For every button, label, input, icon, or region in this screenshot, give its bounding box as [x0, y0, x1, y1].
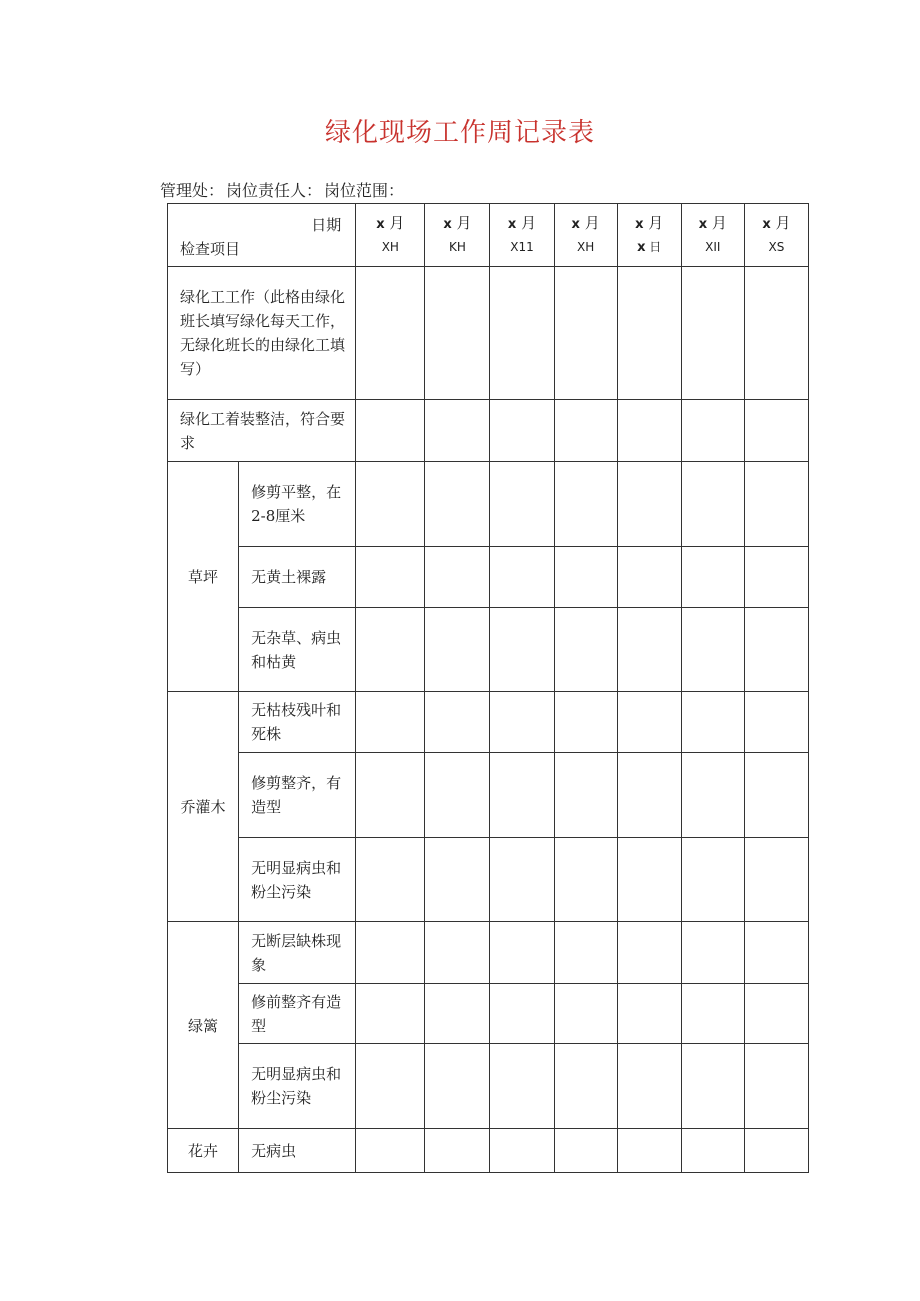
record-cell[interactable] — [554, 1129, 617, 1173]
table-row — [168, 608, 809, 692]
check-item: 无明显病虫和粉尘污染 — [239, 1044, 356, 1129]
record-cell[interactable] — [356, 1044, 425, 1129]
record-cell[interactable] — [744, 984, 808, 1044]
date-column-header: x 月 X11 — [490, 204, 554, 267]
record-cell[interactable] — [554, 838, 617, 922]
record-cell[interactable] — [744, 462, 808, 547]
record-cell[interactable] — [744, 838, 808, 922]
record-cell[interactable] — [617, 1044, 681, 1129]
category-flowers: 花卉 — [168, 1129, 239, 1173]
date-column-header: x 月 x 日 — [617, 204, 681, 267]
check-item: 无明显病虫和粉尘污染 — [239, 838, 356, 922]
record-cell[interactable] — [681, 462, 744, 547]
record-cell[interactable] — [617, 267, 681, 400]
record-cell[interactable] — [554, 400, 617, 462]
check-item: 修剪整齐，有造型 — [239, 753, 356, 838]
check-item: 无黄土裸露 — [239, 547, 356, 608]
category-hedge: 绿篱 — [168, 922, 239, 1129]
date-column-header: x 月 XH — [356, 204, 425, 267]
record-cell[interactable] — [425, 1044, 490, 1129]
record-cell[interactable] — [744, 692, 808, 753]
record-cell[interactable] — [617, 838, 681, 922]
date-column-header: x 月 XII — [681, 204, 744, 267]
record-cell[interactable] — [681, 608, 744, 692]
table-row — [168, 462, 809, 547]
record-cell[interactable] — [356, 462, 425, 547]
record-cell[interactable] — [617, 547, 681, 608]
record-cell[interactable] — [490, 267, 554, 400]
record-cell[interactable] — [356, 267, 425, 400]
check-item: 无枯枝残叶和死株 — [239, 692, 356, 753]
inspection-table — [167, 203, 809, 1173]
record-cell[interactable] — [681, 753, 744, 838]
record-cell[interactable] — [744, 922, 808, 984]
record-cell[interactable] — [356, 984, 425, 1044]
record-cell[interactable] — [425, 267, 490, 400]
table-row — [168, 753, 809, 838]
record-cell[interactable] — [744, 753, 808, 838]
record-cell[interactable] — [490, 838, 554, 922]
record-cell[interactable] — [425, 984, 490, 1044]
check-item: 修剪平整，在2-8厘米 — [239, 462, 356, 547]
record-cell[interactable] — [490, 753, 554, 838]
record-cell[interactable] — [681, 692, 744, 753]
record-cell[interactable] — [617, 753, 681, 838]
page-title: 绿化现场工作周记录表 — [324, 118, 595, 148]
record-cell[interactable] — [356, 753, 425, 838]
record-cell[interactable] — [425, 547, 490, 608]
record-cell[interactable] — [425, 753, 490, 838]
record-cell[interactable] — [554, 547, 617, 608]
post-responsible-label: 岗位责任人： — [226, 181, 323, 200]
record-cell[interactable] — [681, 922, 744, 984]
record-cell[interactable] — [490, 984, 554, 1044]
table-row — [168, 984, 809, 1044]
item-label: 检查项目 — [180, 240, 241, 258]
record-cell[interactable] — [744, 547, 808, 608]
record-cell[interactable] — [744, 1129, 808, 1173]
record-cell[interactable] — [681, 547, 744, 608]
record-cell[interactable] — [490, 400, 554, 462]
record-cell[interactable] — [617, 608, 681, 692]
record-cell[interactable] — [744, 267, 808, 400]
check-item: 无断层缺株现象 — [239, 922, 356, 984]
check-item: 修前整齐有造型 — [239, 984, 356, 1044]
table-row — [168, 922, 809, 984]
table-row — [168, 1044, 809, 1129]
record-cell[interactable] — [744, 1044, 808, 1129]
record-cell[interactable] — [681, 838, 744, 922]
record-cell[interactable] — [425, 400, 490, 462]
record-cell[interactable] — [356, 608, 425, 692]
record-cell[interactable] — [490, 1044, 554, 1129]
record-cell[interactable] — [356, 547, 425, 608]
record-cell[interactable] — [356, 838, 425, 922]
table-row — [168, 1129, 809, 1173]
record-cell[interactable] — [681, 400, 744, 462]
header-fields — [160, 178, 406, 201]
category-shrubs: 乔灌木 — [168, 692, 239, 922]
record-cell[interactable] — [425, 462, 490, 547]
record-cell[interactable] — [617, 984, 681, 1044]
record-cell[interactable] — [490, 547, 554, 608]
record-cell[interactable] — [554, 922, 617, 984]
record-cell[interactable] — [490, 692, 554, 753]
record-cell[interactable] — [554, 1044, 617, 1129]
record-cell[interactable] — [554, 462, 617, 547]
table-row — [168, 547, 809, 608]
record-cell[interactable] — [356, 1129, 425, 1173]
header-row — [168, 204, 809, 267]
date-column-header: x 月 KH — [425, 204, 490, 267]
management-office-label: 管理处： — [160, 181, 225, 200]
check-item: 无杂草、病虫和枯黄 — [239, 608, 356, 692]
record-cell[interactable] — [681, 1044, 744, 1129]
category-lawn: 草坪 — [168, 462, 239, 692]
record-cell[interactable] — [681, 267, 744, 400]
record-cell[interactable] — [554, 267, 617, 400]
record-cell[interactable] — [490, 1129, 554, 1173]
record-cell[interactable] — [425, 608, 490, 692]
record-cell[interactable] — [617, 400, 681, 462]
header-corner-cell — [168, 204, 356, 267]
check-item: 无病虫 — [239, 1129, 356, 1173]
record-cell[interactable] — [356, 400, 425, 462]
date-label: 日期 — [311, 216, 342, 234]
record-cell[interactable] — [681, 1129, 744, 1173]
record-cell[interactable] — [490, 462, 554, 547]
record-cell[interactable] — [744, 608, 808, 692]
table-row — [168, 400, 809, 462]
record-cell[interactable] — [617, 462, 681, 547]
table-row — [168, 838, 809, 922]
post-scope-label: 岗位范围： — [324, 181, 405, 200]
record-cell[interactable] — [356, 922, 425, 984]
record-cell[interactable] — [681, 984, 744, 1044]
record-cell[interactable] — [490, 608, 554, 692]
record-cell[interactable] — [425, 1129, 490, 1173]
table-row — [168, 267, 809, 400]
record-cell[interactable] — [425, 922, 490, 984]
record-cell[interactable] — [425, 692, 490, 753]
record-cell[interactable] — [554, 753, 617, 838]
check-item: 绿化工着装整洁，符合要求 — [168, 400, 356, 462]
record-cell[interactable] — [356, 692, 425, 753]
record-cell[interactable] — [617, 692, 681, 753]
record-cell[interactable] — [490, 922, 554, 984]
record-cell[interactable] — [425, 838, 490, 922]
record-cell[interactable] — [554, 608, 617, 692]
date-column-header: x 月 XS — [744, 204, 808, 267]
record-cell[interactable] — [744, 400, 808, 462]
date-column-header: x 月 XH — [554, 204, 617, 267]
table-row — [168, 692, 809, 753]
record-cell[interactable] — [554, 984, 617, 1044]
record-cell[interactable] — [617, 922, 681, 984]
record-cell[interactable] — [617, 1129, 681, 1173]
check-item: 绿化工工作（此格由绿化班长填写绿化每天工作，无绿化班长的由绿化工填写） — [168, 267, 356, 400]
record-cell[interactable] — [554, 692, 617, 753]
